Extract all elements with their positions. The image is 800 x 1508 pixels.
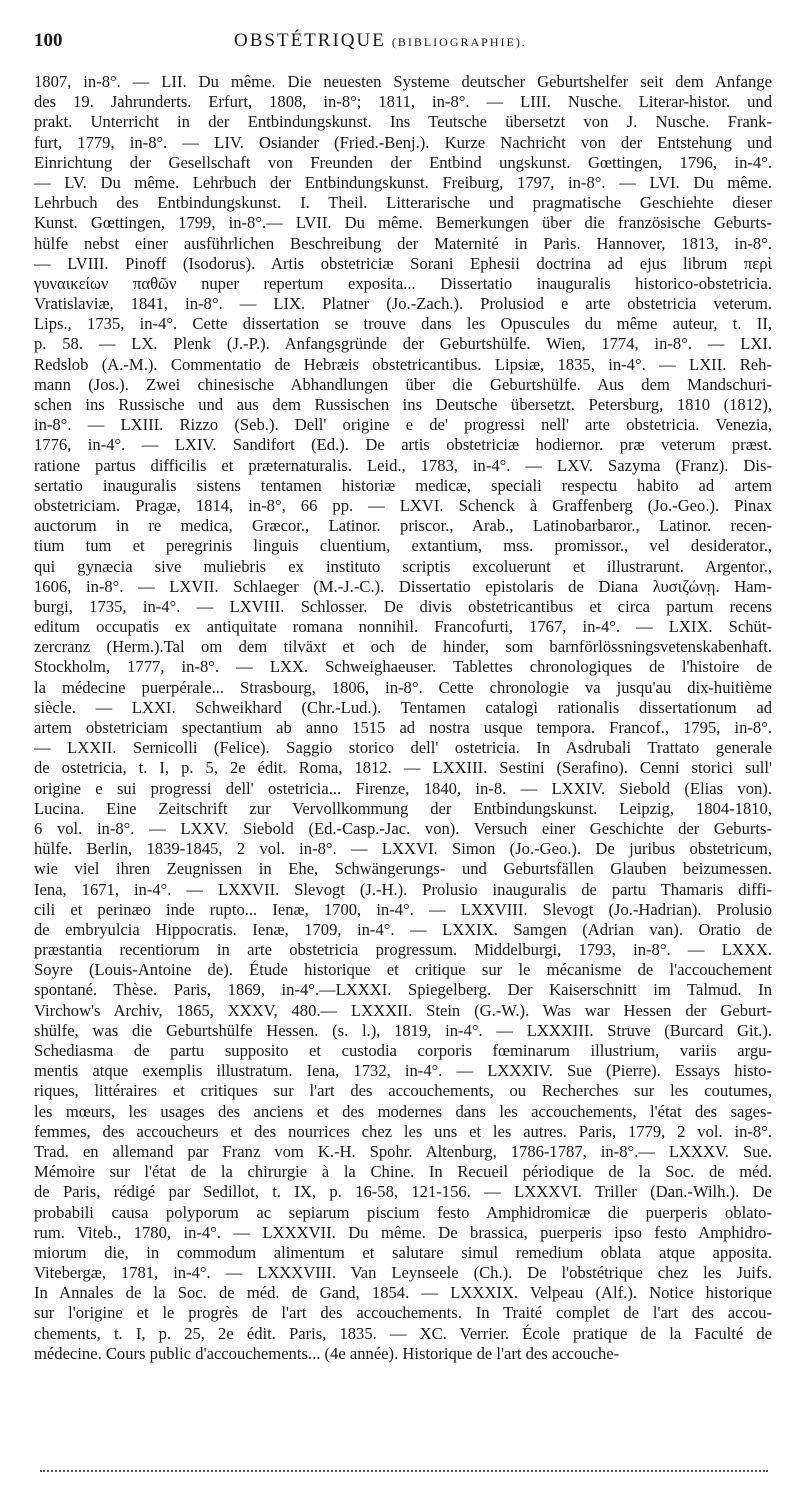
text-line: Iena, 1671, in-4°. — LXXVII. Slevogt (J.-H.). Prolusio inauguralis de partu Thamaris diffi- xyxy=(34,879,772,899)
text-line: — LXXII. Sernicolli (Felice). Saggio storico dell' ostetricia. In Asdrubali Trattato generale xyxy=(34,738,772,758)
text-line: p. 58. — LX. Plenk (J.-P.). Anfangsgründe der Geburtshülfe. Wien, 1774, in-8°. — LXI. xyxy=(34,334,772,354)
text-line: sur l'origine et le progrès de l'art des accouchements. In Traité complet de l'art des accou- xyxy=(34,1303,772,1323)
text-line: burgi, 1735, in-4°. — LXVIII. Schlosser. De divis obstetricantibus et circa partum recens xyxy=(34,596,772,616)
text-line: obstetriciam. Pragæ, 1814, in-8°, 66 pp. — LXVI. Schenck à Graffenberg (Jo.-Geo.). Pinax xyxy=(34,495,772,515)
text-line: les mœurs, les usages des anciens et des modernes dans les accouchements, l'état des sages- xyxy=(34,1101,772,1121)
text-line: — LVIII. Pinoff (Isodorus). Artis obstetriciæ Sorani Ephesii doctrina ad ejus librum περὶ xyxy=(34,253,772,273)
text-line: la médecine puerpérale... Strasbourg, 1806, in-8°. Cette chronologie va jusqu'au dix-huitième xyxy=(34,677,772,697)
text-line: 1606, in-8°. — LXVII. Schlaeger (M.-J.-C.). Dissertatio epistolaris de Diana λυσιζώνῃ. Ham- xyxy=(34,576,772,596)
text-line: Soyre (Louis-Antoine de). Étude historique et critique sur le mécanisme de l'accouchement xyxy=(34,960,772,980)
text-line: qui gynæcia sive muliebris ex instituto scriptis excoluerunt et illustrarunt. Argentor., xyxy=(34,556,772,576)
text-line: cili et perinæo inde rupto... Ienæ, 1700, in-4°. — LXXVIII. Slevogt (Jo.-Hadrian). Prolusio xyxy=(34,899,772,919)
page-title: OBSTÉTRIQUE xyxy=(234,30,386,51)
text-line: prakt. Unterricht in der Entbindungskunst. Ins Teutsche übersetzt von J. Nusche. Frank- xyxy=(34,112,772,132)
text-line: In Annales de la Soc. de méd. de Gand, 1854. — LXXXIX. Velpeau (Alf.). Notice historique xyxy=(34,1283,772,1303)
text-line: Vitebergæ, 1781, in-4°. — LXXXVIII. Van Leynseele (Ch.). De l'obstétrique chez les Juifs. xyxy=(34,1263,772,1283)
text-line: ratione partus difficilis et præternaturalis. Leid., 1783, in-4°. — LXV. Sazyma (Franz). Dis- xyxy=(34,455,772,475)
text-line: Redslob (A.-M.). Commentatio de Hebræis obstetricantibus. Lipsiæ, 1835, in-4°. — LXII. Reh- xyxy=(34,354,772,374)
text-line: mann (Jos.). Zwei chinesische Abhandlungen über die Geburtshülfe. Aus dem Mandschuri- xyxy=(34,374,772,394)
text-line: auctorum in re medica, Græcor., Latinor. priscor., Arab., Latinobarbaror., Latinor. recen- xyxy=(34,516,772,536)
text-line: Schediasma de partu supposito et custodia corporis fœminarum illustrium, variis argu- xyxy=(34,1041,772,1060)
text-line: Trad. en allemand par Franz vom K.-H. Spohr. Altenburg, 1786-1787, in-8°.— LXXXV. Sue. xyxy=(34,1141,772,1161)
text-line: Mémoire sur l'état de la chirurgie à la Chine. In Recueil périodique de la Soc. de méd. xyxy=(34,1162,772,1182)
text-line: chements, t. I, p. 25, 2e édit. Paris, 1835. — XC. Verrier. École pratique de la Faculté de xyxy=(34,1323,772,1343)
text-line: shülfe, was die Geburtshülfe Hessen. (s. l.), 1819, in-4°. — LXXXIII. Struve (Burcard Git.). xyxy=(34,1020,772,1040)
text-line: de Paris, rédigé par Sedillot, t. IX, p. 16-58, 121-156. — LXXXVI. Triller (Dan.-Wilh.). De xyxy=(34,1182,772,1202)
text-line: femmes, des accoucheurs et des nourrices chez les uns et les autres. Paris, 1779, 2 vol. in-8°. xyxy=(34,1121,772,1141)
text-line: Vratislaviæ, 1841, in-8°. — LIX. Platner (Jo.-Zach.). Prolusiod e arte obstetricia veterum. xyxy=(34,294,772,314)
text-line: tium tum et peregrinis linguis cluentium, extantium, mss. promissor., vel desiderator., xyxy=(34,536,772,556)
text-line: Lehrbuch des Entbindungskunst. I. Theil. Litterarische und pragmatische Geschiehte dieser xyxy=(34,193,772,213)
text-line: 1807, in-8°. — LII. Du même. Die neuesten Systeme deutscher Geburtshelfer seit dem Anfange xyxy=(34,72,772,91)
text-line: de ostetricia, t. I, p. 5, 2e édit. Roma, 1812. — LXXIII. Sestini (Serafino). Cenni storici sull' xyxy=(34,758,772,778)
text-line: sertatio inauguralis sistens tentamen historiæ medicæ, speciali respectu habito ad artem xyxy=(34,475,772,495)
text-line: Stockholm, 1777, in-8°. — LXX. Schweighaeuser. Tablettes chronologiques de l'histoire de xyxy=(34,657,772,677)
page-subtitle: (BIBLIOGRAPHIE). xyxy=(391,35,527,49)
text-line: médecine. Cours public d'accouchements... (4e année). Historique de l'art des accouche- xyxy=(34,1343,620,1363)
text-line: furt, 1779, in-8°. — LIV. Osiander (Fried.-Benj.). Kurze Nachricht von der Entstehung und xyxy=(34,132,772,152)
text-line: mentis atque exemplis illustratum. Iena, 1732, in-4°. — LXXXIV. Sue (Pierre). Essays histo- xyxy=(34,1061,772,1081)
text-line: editum occupatis ex antiquitate romana nonnihil. Francofurti, 1767, in-4°. — LXIX. Schüt- xyxy=(34,617,772,637)
text-line: de embryulcia Hippocratis. Ienæ, 1709, in-4°. — LXXIX. Samgen (Adrian van). Oratio de xyxy=(34,919,772,939)
running-head xyxy=(34,30,772,64)
text-line: Einrichtung der Gesellschaft von Freunden der Entbind ungskunst. Gœttingen, 1796, in-4°. xyxy=(34,152,772,172)
text-line: probabili causa polyporum ac sepiarum piscium festo Amphidromicæ die puerperis oblato- xyxy=(34,1202,772,1222)
text-line: des 19. Jahrunderts. Erfurt, 1808, in-8°; 1811, in-8°. — LIII. Nusche. Literar-histor. und xyxy=(34,92,772,112)
text-line: spontané. Thèse. Paris, 1869, in-4°.—LXXXI. Spiegelberg. Der Kaiserschnitt im Talmud. In xyxy=(34,980,772,1000)
text-line: hülfe nebst einer ausführlichen Beschreibung der Maternité in Paris. Hannover, 1813, in-8°. xyxy=(34,233,772,253)
bibliography-text xyxy=(34,72,772,1364)
text-line: miorum die, in commodum alimentum et salutare simul remedium oblata atque apposita. xyxy=(34,1242,772,1262)
text-line: 1776, in-4°. — LXIV. Sandifort (Ed.). De artis obstetriciæ hodiernor. præ veterum præst. xyxy=(34,435,772,455)
text-line: riques, littéraires et critiques sur l'art des accouchements, ou Recherches sur les coutumes, xyxy=(34,1081,772,1101)
text-line: γυναικείων παθῶν nuper repertum exposita... Dissertatio inauguralis historico-obstetricia. xyxy=(34,273,772,293)
text-line: siècle. — LXXI. Schweikhard (Chr.-Lud.). Tentamen catalogi rationalis dissertationum ad xyxy=(34,697,772,717)
footer-dotted-rule xyxy=(40,1470,768,1472)
text-line: — LV. Du même. Lehrbuch der Entbindungskunst. Freiburg, 1797, in-8°. — LVI. Du même. xyxy=(34,172,772,192)
text-line: origine e sui progressi dell' ostetricia... Firenze, 1840, in-8. — LXXIV. Siebold (Elias von). xyxy=(34,778,772,798)
text-line: hülfe. Berlin, 1839-1845, 2 vol. in-8°. — LXXVI. Simon (Jo.-Geo.). De juribus obstetricum, xyxy=(34,839,772,859)
text-line: rum. Viteb., 1780, in-4°. — LXXXVII. Du même. De brassica, puerperis ipso festo Amphidro- xyxy=(34,1222,772,1242)
text-line: Virchow's Archiv, 1865, XXXV, 480.— LXXXII. Stein (G.-W.). Was war Hessen der Geburt- xyxy=(34,1000,772,1020)
text-line: Kunst. Gœttingen, 1799, in-8°.— LVII. Du même. Bemerkungen über die französische Geburts- xyxy=(34,213,772,233)
text-line: zercranz (Herm.).Tal om dem tilväxt et och de hinder, som barnförlössningsvetenskabenhaft. xyxy=(34,637,772,657)
page-number: 100 xyxy=(34,30,63,51)
text-line: schen ins Russische und aus dem Russischen ins Deutsche übersetzt. Petersburg, 1810 (1812), xyxy=(34,395,772,414)
text-line: artem obstetriciam spectantium ab anno 1515 ad nostra usque tempora. Francof., 1795, in-8°. xyxy=(34,718,772,737)
text-line: wie viel ihren Zeugnissen in Ehe, Schwängerungs- und Geburtsfällen Glauben beizumessen. xyxy=(34,859,772,879)
text-line: præstantia recentiorum in arte obstetricia progressum. Middelburgi, 1793, in-8°. — LXXX. xyxy=(34,940,772,960)
text-line: in-8°. — LXIII. Rizzo (Seb.). Dell' origine e de' progressi nell' arte obstetricia. Venezia, xyxy=(34,415,772,435)
text-line: 6 vol. in-8°. — LXXV. Siebold (Ed.-Casp.-Jac. von). Versuch einer Geschichte der Geburts- xyxy=(34,818,772,838)
text-line: Lips., 1735, in-4°. Cette dissertation se trouve dans les Opuscules du même auteur, t. II, xyxy=(34,314,772,334)
text-line: Lucina. Eine Zeitschrift zur Vervollkommung der Entbindungskunst. Leipzig, 1804-1810, xyxy=(34,798,772,818)
book-page xyxy=(34,30,772,1364)
